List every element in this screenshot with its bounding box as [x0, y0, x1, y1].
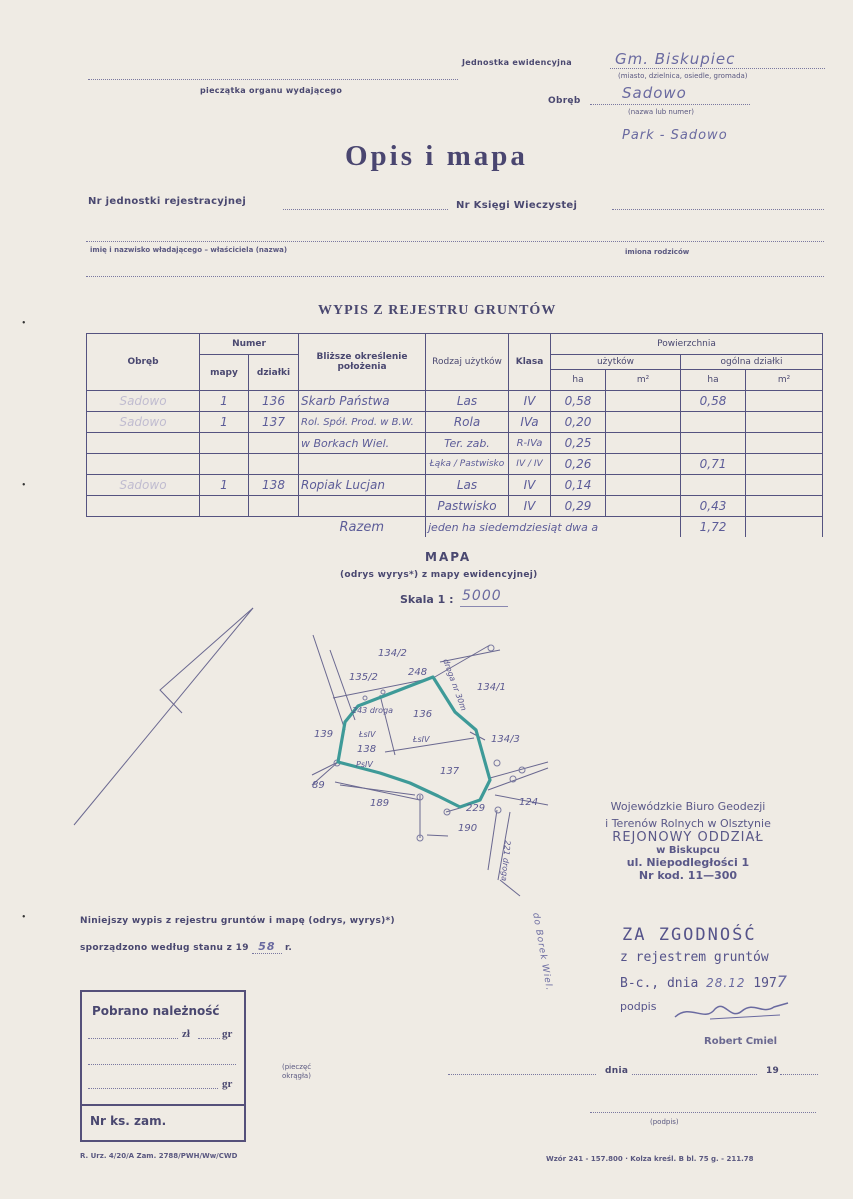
cell-location: Skarb Państwa [299, 391, 426, 412]
col-map: mapy [200, 355, 249, 391]
label-139: 139 [314, 729, 334, 740]
cell-plot [249, 454, 299, 475]
statement-1: Niniejszy wypis z rejestru gruntów i mapę (odrys, wyrys)*) [80, 916, 395, 926]
cell-map: 1 [200, 391, 249, 412]
total-words: jeden ha siedemdziesiąt dwa a [426, 517, 681, 538]
cell-total-m2 [746, 412, 823, 433]
label-134-2: 134/2 [378, 648, 407, 659]
col-precinct: Obręb [87, 334, 200, 391]
office-line-6: Nr kod. 11—300 [638, 869, 738, 882]
fee-zl: zł [182, 1028, 190, 1040]
col-use-area: użytków [551, 355, 681, 370]
cell-total-ha [681, 433, 746, 454]
scale-label: Skala 1 : [400, 593, 454, 606]
round-seal-caption: (pieczęć okrągła) [282, 1063, 312, 1080]
cell-use: Rola [426, 412, 509, 433]
conf-line-2: z rejestrem gruntów [620, 950, 769, 965]
cell-m2 [606, 391, 681, 412]
conf-line-3 [620, 972, 788, 991]
precinct-value: Sadowo [622, 84, 687, 102]
cell-total-m2 [746, 391, 823, 412]
fee-gr: gr [222, 1028, 233, 1040]
fee-title: Pobrano należność [92, 1004, 220, 1018]
cell-plot: 136 [249, 391, 299, 412]
col-ha: ha [551, 370, 606, 391]
cell-ha: 0,25 [551, 433, 606, 454]
fee-gr-2: gr [222, 1078, 233, 1090]
cell-class: IV / IV [509, 454, 551, 475]
statement-2a: sporządzono według stanu z 19 [80, 943, 249, 953]
conf-line-1: ZA ZGODNOŚĆ [622, 925, 757, 945]
date-label: dnia [605, 1066, 629, 1076]
table-row [87, 475, 823, 496]
document-page: Jednostka ewidencyjna Gm. Biskupiec (miasto, dzielnica, osiedle, gromada) pieczątka organu wydającego Obręb Sadowo (nazwa lub numer) Park - Sadowo Opis i mapa Nr jednostki rejestracyjnej Nr Księgi Wieczystej imię i nazwisko władającego – właściciela (nazwa) imiona rodziców • • • WYPIS Z REJESTRU GRUNTÓW Obręb Numer Bliższe określenie położenia Rodzaj użytków Klasa Powierzchnia mapy działki użytków ogólna działki ha m² ha m² Sadowo 1 136 Skarb Państwa Las IV 0,58 0,58 Sadowo 1 137 Rol. Spół. Prod. w B.W. Rola IVa 0,20 w Borkach Wiel. Ter. zab. R-IVa 0,25 Łąka / Pastwisko IV / IV 0,26 0,71 Sadowo 1 138 Ropiak Lucjan Las IV 0,14 Pastwisko IV 0,29 0,43 Razem jeden ha siedemdziesiąt dwa a 1,72 MAPA (odrys wyrys*) z mapy ewidencyjnej) Skala 1 : 5000 134/2 135/2 248 243 droga droga nr 30m 134/1 136 139 ŁsIV ŁsIV 138 PsIV 134/3 137 89 189 229 124 190 221 droga do Borek Wiel. Wojewódzkie Biuro Geodezji i Terenów Rolnych w Olsztynie REJONOWY ODDZIAŁ w Biskupcu ul. Niepodległości 1 Nr kod. 11—300 Niniejszy wypis z rejestru gruntów i mapę (odrys, wyrys)*) sporządzono według stanu z 19 58 r. ZA ZGODNOŚĆ z rejestrem gruntów B-c., dnia 28.12 1977 podpis Robert Cmiel Pobrano należność zł gr gr Nr ks. zam. (pieczęć okrągła) dnia 19 (podpis) R. Urz. 4/20/A Zam. 2788/PWH/Ww/CWD Wzór 241 - 157.800 · Kolza kreśl. B bl. 75 g. - 211.78 [0, 0, 853, 1199]
cell-m2 [606, 412, 681, 433]
cell-use: Ter. zab. [426, 433, 509, 454]
cell-ha: 0,29 [551, 496, 606, 517]
label-lsiv-a: ŁsIV [359, 730, 376, 739]
table-row-total [87, 517, 823, 538]
cell-class: IV [509, 475, 551, 496]
fee-box [80, 990, 246, 1142]
col-m2: m² [606, 370, 681, 391]
cell-plot [249, 496, 299, 517]
office-line-2: i Terenów Rolnych w Olsztynie [605, 817, 771, 830]
col-plot: działki [249, 355, 299, 391]
scale-value: 5000 [462, 588, 502, 604]
cell-class: IV [509, 496, 551, 517]
label-road-right: droga nr 30m [441, 657, 469, 713]
statement-year: 58 [252, 940, 281, 954]
cell-ha: 0,14 [551, 475, 606, 496]
label-137: 137 [440, 766, 460, 777]
table-row [87, 454, 823, 475]
register-table [86, 333, 823, 537]
label-135-2: 135/2 [349, 672, 378, 683]
label-134-3: 134/3 [491, 734, 520, 745]
conf-year: 197 [753, 976, 777, 991]
signature [670, 995, 800, 1030]
cell-map [200, 433, 249, 454]
office-line-5: ul. Niepodległości 1 [626, 856, 750, 869]
print-right: Wzór 241 - 157.800 · Kolza kreśl. B bl. 75 g. - 211.78 [546, 1155, 754, 1163]
table-row [87, 412, 823, 433]
cell-use: Łąka / Pastwisko [426, 454, 509, 475]
office-line-4: w Biskupcu [656, 845, 720, 856]
label-134-1: 134/1 [477, 682, 506, 693]
cell-class: IV [509, 391, 551, 412]
cell-plot: 137 [249, 412, 299, 433]
cell-m2 [606, 454, 681, 475]
cell-ha: 0,58 [551, 391, 606, 412]
map-title: MAPA [425, 550, 472, 564]
precinct-caption: (nazwa lub numer) [628, 108, 695, 116]
office-stamp [578, 800, 798, 882]
cell-m2 [606, 475, 681, 496]
register-title: WYPIS Z REJESTRU GRUNTÓW [318, 303, 557, 318]
col-class: Klasa [509, 334, 551, 391]
col-use-type: Rodzaj użytków [426, 334, 509, 391]
label-psiv: PsIV [356, 760, 373, 769]
parents-caption: imiona rodziców [625, 248, 690, 256]
label-road-top: 243 droga [352, 706, 394, 715]
owner-caption: imię i nazwisko władającego – właściciela (nazwa) [90, 246, 288, 254]
page-title: Opis i mapa [345, 140, 528, 172]
cell-precinct [87, 454, 200, 475]
label-lsiv-b: ŁsIV [413, 735, 430, 744]
cell-location: w Borkach Wiel. [299, 433, 426, 454]
table-row [87, 496, 823, 517]
col-number: Numer [200, 334, 299, 355]
table-row [87, 433, 823, 454]
cell-m2 [606, 433, 681, 454]
map-subtitle: (odrys wyrys*) z mapy ewidencyjnej) [340, 570, 538, 580]
cell-total-ha: 0,71 [681, 454, 746, 475]
cell-map: 1 [200, 475, 249, 496]
cell-location: Rol. Spół. Prod. w B.W. [299, 412, 426, 433]
unit-caption: (miasto, dzielnica, osiedle, gromada) [618, 72, 748, 80]
cell-location: Ropiak Lucjan [299, 475, 426, 496]
register-body [87, 391, 823, 538]
cell-ha: 0,20 [551, 412, 606, 433]
sign-caption: (podpis) [650, 1118, 679, 1126]
cell-plot [249, 433, 299, 454]
precinct-note: Park - Sadowo [622, 128, 728, 143]
cell-m2 [606, 496, 681, 517]
cell-total-m2 [746, 433, 823, 454]
label-190: 190 [458, 823, 478, 834]
label-road-bottom: 221 droga [499, 839, 512, 882]
cell-class: IVa [509, 412, 551, 433]
land-book-label: Nr Księgi Wieczystej [456, 200, 578, 211]
label-124: 124 [519, 797, 539, 808]
label-136: 136 [413, 709, 433, 720]
statement-2 [80, 940, 292, 953]
office-line-1: Wojewódzkie Biuro Geodezji [610, 800, 766, 813]
col-total-area: ogólna działki [681, 355, 823, 370]
cell-location [299, 454, 426, 475]
cell-total-m2 [746, 475, 823, 496]
total-value: 1,72 [681, 517, 746, 538]
cell-use: Las [426, 475, 509, 496]
cell-precinct: Sadowo [87, 475, 200, 496]
print-left: R. Urz. 4/20/A Zam. 2788/PWH/Ww/CWD [80, 1152, 238, 1160]
cell-total-ha [681, 475, 746, 496]
conf-date-label: B-c., dnia [620, 976, 699, 991]
reg-unit-label: Nr jednostki rejestracyjnej [88, 196, 247, 207]
conf-date: 28.12 [706, 976, 746, 990]
unit-label: Jednostka ewidencyjna [462, 58, 572, 67]
label-89: 89 [312, 780, 325, 791]
col-total-m2: m² [746, 370, 823, 391]
table-row [87, 391, 823, 412]
col-area: Powierzchnia [551, 334, 823, 355]
office-line-3: REJONOWY ODDZIAŁ [612, 830, 764, 845]
cell-plot: 138 [249, 475, 299, 496]
cell-precinct [87, 433, 200, 454]
cell-use: Las [426, 391, 509, 412]
conf-year-digit: 7 [776, 972, 788, 991]
total-label: Razem [299, 517, 426, 538]
cell-total-m2 [746, 496, 823, 517]
cell-total-m2 [746, 454, 823, 475]
cell-total-ha: 0,58 [681, 391, 746, 412]
seal-caption: pieczątka organu wydającego [200, 86, 343, 95]
cell-precinct [87, 496, 200, 517]
cell-total-ha [681, 412, 746, 433]
cell-map: 1 [200, 412, 249, 433]
label-248: 248 [408, 667, 428, 678]
precinct-label: Obręb [548, 96, 581, 106]
cell-use: Pastwisko [426, 496, 509, 517]
order-no: Nr ks. zam. [90, 1114, 167, 1128]
cell-precinct: Sadowo [87, 391, 200, 412]
cell-class: R-IVa [509, 433, 551, 454]
conf-name: Robert Cmiel [704, 1036, 778, 1047]
cell-map [200, 454, 249, 475]
unit-value: Gm. Biskupiec [615, 50, 736, 68]
label-138: 138 [357, 744, 377, 755]
col-total-ha: ha [681, 370, 746, 391]
cell-total-ha: 0,43 [681, 496, 746, 517]
year-label: 19 [766, 1066, 780, 1076]
cell-ha: 0,26 [551, 454, 606, 475]
conf-sign-label: podpis [620, 1000, 657, 1013]
label-229: 229 [466, 803, 486, 814]
statement-2b: r. [284, 943, 293, 953]
cell-precinct: Sadowo [87, 412, 200, 433]
cell-location [299, 496, 426, 517]
label-road-far: do Borek Wiel. [530, 912, 554, 992]
label-189: 189 [370, 798, 390, 809]
col-location: Bliższe określenie położenia [299, 334, 426, 391]
cell-map [200, 496, 249, 517]
